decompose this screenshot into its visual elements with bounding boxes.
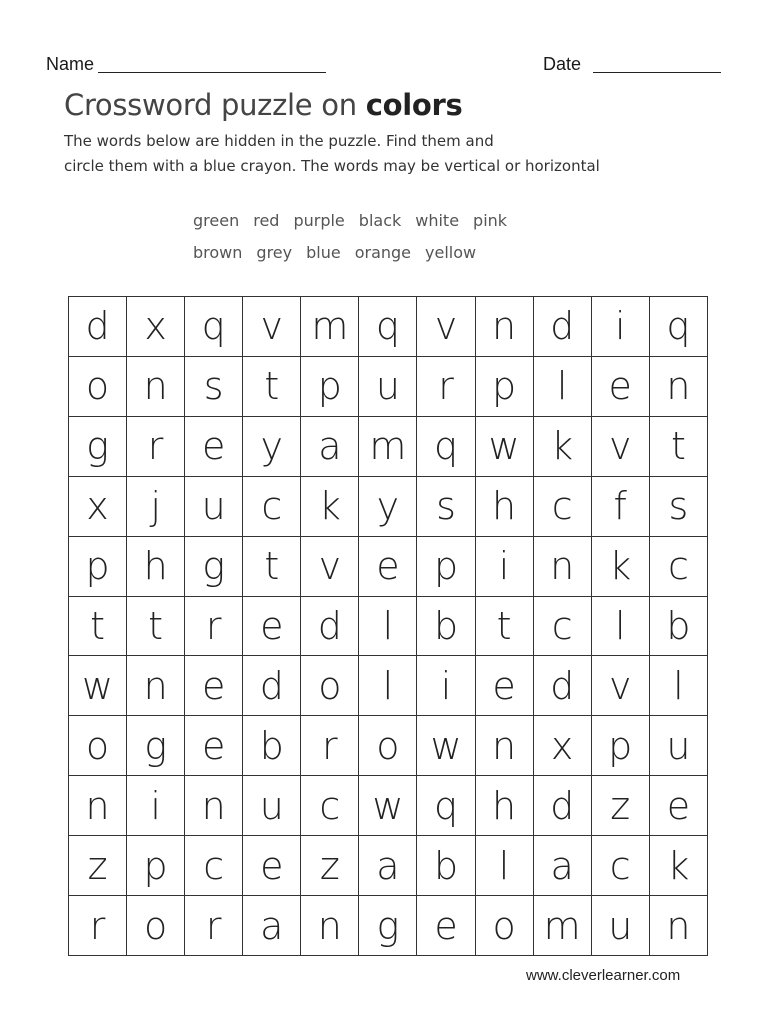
grid-cell[interactable]: z bbox=[301, 836, 359, 896]
grid-cell[interactable]: g bbox=[359, 896, 417, 956]
grid-row bbox=[69, 297, 708, 357]
grid-cell[interactable]: o bbox=[301, 656, 359, 716]
title-emphasis: colors bbox=[365, 88, 463, 122]
word-bank-item: pink bbox=[473, 211, 508, 230]
grid-cell[interactable]: g bbox=[185, 536, 243, 596]
grid-cell[interactable]: q bbox=[417, 416, 475, 476]
grid-cell[interactable]: d bbox=[533, 297, 591, 357]
word-bank-item: yellow bbox=[425, 243, 477, 262]
grid-cell[interactable]: h bbox=[127, 536, 185, 596]
grid-row bbox=[69, 776, 708, 836]
word-bank-item: green bbox=[193, 211, 240, 230]
word-bank-item: purple bbox=[293, 211, 345, 230]
grid-row bbox=[69, 536, 708, 596]
grid-cell[interactable]: l bbox=[649, 656, 707, 716]
grid-cell[interactable]: w bbox=[417, 716, 475, 776]
grid-cell[interactable]: z bbox=[69, 836, 127, 896]
grid-cell[interactable]: i bbox=[127, 776, 185, 836]
grid-cell[interactable]: r bbox=[185, 896, 243, 956]
grid-cell[interactable]: c bbox=[243, 476, 301, 536]
date-line[interactable] bbox=[593, 72, 721, 73]
grid-cell[interactable]: l bbox=[591, 596, 649, 656]
grid-cell[interactable]: p bbox=[417, 536, 475, 596]
grid-cell[interactable]: v bbox=[301, 536, 359, 596]
grid-cell[interactable]: p bbox=[475, 356, 533, 416]
grid-cell[interactable]: e bbox=[185, 656, 243, 716]
grid-cell[interactable]: u bbox=[359, 356, 417, 416]
grid-cell[interactable]: s bbox=[649, 476, 707, 536]
grid-cell[interactable]: w bbox=[69, 656, 127, 716]
grid-cell[interactable]: b bbox=[243, 716, 301, 776]
date-label: Date bbox=[543, 54, 582, 74]
word-bank-item: blue bbox=[306, 243, 341, 262]
grid-cell[interactable]: e bbox=[243, 836, 301, 896]
page-title bbox=[64, 88, 462, 122]
grid-cell[interactable]: t bbox=[127, 596, 185, 656]
grid-cell[interactable]: k bbox=[533, 416, 591, 476]
grid-cell[interactable]: u bbox=[649, 716, 707, 776]
grid-cell[interactable]: g bbox=[69, 416, 127, 476]
grid-row bbox=[69, 476, 708, 536]
grid-cell[interactable]: b bbox=[417, 836, 475, 896]
grid-cell[interactable]: i bbox=[475, 536, 533, 596]
grid-cell[interactable]: c bbox=[533, 596, 591, 656]
grid-cell[interactable]: o bbox=[475, 896, 533, 956]
grid-cell[interactable]: x bbox=[127, 297, 185, 357]
grid-cell[interactable]: a bbox=[301, 416, 359, 476]
grid-cell[interactable]: w bbox=[359, 776, 417, 836]
grid-cell[interactable]: o bbox=[359, 716, 417, 776]
word-bank-row-1 bbox=[193, 211, 521, 230]
grid-cell[interactable]: b bbox=[417, 596, 475, 656]
instruction-line-2: circle them with a blue crayon. The words may be vertical or horizontal bbox=[64, 157, 600, 175]
grid-cell[interactable]: e bbox=[359, 536, 417, 596]
word-bank-item: red bbox=[253, 211, 280, 230]
grid-row bbox=[69, 596, 708, 656]
grid-cell[interactable]: d bbox=[69, 297, 127, 357]
grid-cell[interactable]: m bbox=[359, 416, 417, 476]
word-search-grid bbox=[68, 296, 708, 956]
website-credit: www.cleverlearner.com bbox=[526, 967, 681, 984]
grid-cell[interactable]: v bbox=[243, 297, 301, 357]
instruction-line-1: The words below are hidden in the puzzle. Find them and bbox=[64, 132, 494, 150]
grid-cell[interactable]: r bbox=[69, 896, 127, 956]
grid-row bbox=[69, 896, 708, 956]
grid-cell[interactable]: e bbox=[243, 596, 301, 656]
grid-cell[interactable]: c bbox=[591, 836, 649, 896]
grid-cell[interactable]: v bbox=[417, 297, 475, 357]
grid-cell[interactable]: d bbox=[301, 596, 359, 656]
grid-cell[interactable]: x bbox=[533, 716, 591, 776]
grid-cell[interactable]: c bbox=[533, 476, 591, 536]
grid-cell[interactable]: l bbox=[359, 656, 417, 716]
title-prefix: Crossword puzzle on bbox=[64, 88, 357, 122]
grid-cell[interactable]: e bbox=[417, 896, 475, 956]
grid-cell[interactable]: q bbox=[359, 297, 417, 357]
grid-cell[interactable]: i bbox=[591, 297, 649, 357]
grid-cell[interactable]: w bbox=[475, 416, 533, 476]
grid-cell[interactable]: t bbox=[69, 596, 127, 656]
grid-cell[interactable]: e bbox=[591, 356, 649, 416]
grid-cell[interactable]: k bbox=[591, 536, 649, 596]
grid-cell[interactable]: u bbox=[185, 476, 243, 536]
name-line[interactable] bbox=[98, 72, 326, 73]
grid-cell[interactable]: u bbox=[591, 896, 649, 956]
grid-cell[interactable]: n bbox=[533, 536, 591, 596]
grid-cell[interactable]: d bbox=[243, 656, 301, 716]
grid-cell[interactable]: l bbox=[533, 356, 591, 416]
grid-cell[interactable]: g bbox=[127, 716, 185, 776]
grid-cell[interactable]: s bbox=[185, 356, 243, 416]
grid-cell[interactable]: m bbox=[533, 896, 591, 956]
grid-cell[interactable]: a bbox=[359, 836, 417, 896]
grid-cell[interactable]: p bbox=[301, 356, 359, 416]
name-label: Name bbox=[46, 54, 95, 74]
grid-cell[interactable]: t bbox=[243, 536, 301, 596]
grid-cell[interactable]: i bbox=[417, 656, 475, 716]
grid-cell[interactable]: q bbox=[649, 297, 707, 357]
grid-cell[interactable]: m bbox=[301, 297, 359, 357]
grid-cell[interactable]: b bbox=[649, 596, 707, 656]
grid-cell[interactable]: k bbox=[301, 476, 359, 536]
grid-row bbox=[69, 416, 708, 476]
grid-cell[interactable]: k bbox=[649, 836, 707, 896]
grid-cell[interactable]: a bbox=[243, 896, 301, 956]
grid-cell[interactable]: f bbox=[591, 476, 649, 536]
grid-cell[interactable]: p bbox=[127, 836, 185, 896]
grid-cell[interactable]: o bbox=[69, 356, 127, 416]
grid-cell[interactable]: q bbox=[185, 297, 243, 357]
grid-cell[interactable]: n bbox=[185, 776, 243, 836]
grid-cell[interactable]: a bbox=[533, 836, 591, 896]
grid-cell[interactable]: t bbox=[649, 416, 707, 476]
grid-cell[interactable]: e bbox=[185, 416, 243, 476]
grid-cell[interactable]: c bbox=[185, 836, 243, 896]
grid-cell[interactable]: l bbox=[475, 836, 533, 896]
word-bank-item: black bbox=[358, 211, 402, 230]
grid-cell[interactable]: n bbox=[127, 356, 185, 416]
grid-cell[interactable]: n bbox=[69, 776, 127, 836]
word-bank-row-2 bbox=[193, 243, 490, 262]
grid-row bbox=[69, 836, 708, 896]
grid-row bbox=[69, 716, 708, 776]
grid-row bbox=[69, 356, 708, 416]
grid-cell[interactable]: n bbox=[127, 656, 185, 716]
grid-cell[interactable]: o bbox=[127, 896, 185, 956]
grid-cell[interactable]: c bbox=[649, 536, 707, 596]
grid-cell[interactable]: j bbox=[127, 476, 185, 536]
grid-cell[interactable]: d bbox=[533, 656, 591, 716]
grid-cell[interactable]: e bbox=[649, 776, 707, 836]
grid-cell[interactable]: t bbox=[243, 356, 301, 416]
word-bank-item: grey bbox=[256, 243, 293, 262]
grid-cell[interactable]: x bbox=[69, 476, 127, 536]
word-bank-item: orange bbox=[354, 243, 412, 262]
grid-cell[interactable]: n bbox=[649, 356, 707, 416]
grid-cell[interactable]: l bbox=[359, 596, 417, 656]
grid-cell[interactable]: c bbox=[301, 776, 359, 836]
grid-cell[interactable]: e bbox=[475, 656, 533, 716]
grid-cell[interactable]: n bbox=[475, 716, 533, 776]
grid-cell[interactable]: u bbox=[243, 776, 301, 836]
grid-cell[interactable]: e bbox=[185, 716, 243, 776]
grid-cell[interactable]: y bbox=[359, 476, 417, 536]
grid-cell[interactable]: h bbox=[475, 476, 533, 536]
grid-cell[interactable]: r bbox=[417, 356, 475, 416]
grid-cell[interactable]: z bbox=[591, 776, 649, 836]
grid-cell[interactable]: d bbox=[533, 776, 591, 836]
grid-cell[interactable]: r bbox=[127, 416, 185, 476]
grid-cell[interactable]: t bbox=[475, 596, 533, 656]
grid-cell[interactable]: v bbox=[591, 416, 649, 476]
grid-cell[interactable]: p bbox=[69, 536, 127, 596]
word-bank-item: brown bbox=[193, 243, 243, 262]
word-bank-item: white bbox=[415, 211, 460, 230]
grid-cell[interactable]: p bbox=[591, 716, 649, 776]
grid-cell[interactable]: s bbox=[417, 476, 475, 536]
grid-cell[interactable]: y bbox=[243, 416, 301, 476]
grid-cell[interactable]: n bbox=[475, 297, 533, 357]
grid-cell[interactable]: o bbox=[69, 716, 127, 776]
grid-cell[interactable]: n bbox=[649, 896, 707, 956]
grid-row bbox=[69, 656, 708, 716]
grid-cell[interactable]: r bbox=[301, 716, 359, 776]
grid-cell[interactable]: n bbox=[301, 896, 359, 956]
grid-cell[interactable]: q bbox=[417, 776, 475, 836]
grid-cell[interactable]: h bbox=[475, 776, 533, 836]
grid-cell[interactable]: v bbox=[591, 656, 649, 716]
grid-cell[interactable]: r bbox=[185, 596, 243, 656]
